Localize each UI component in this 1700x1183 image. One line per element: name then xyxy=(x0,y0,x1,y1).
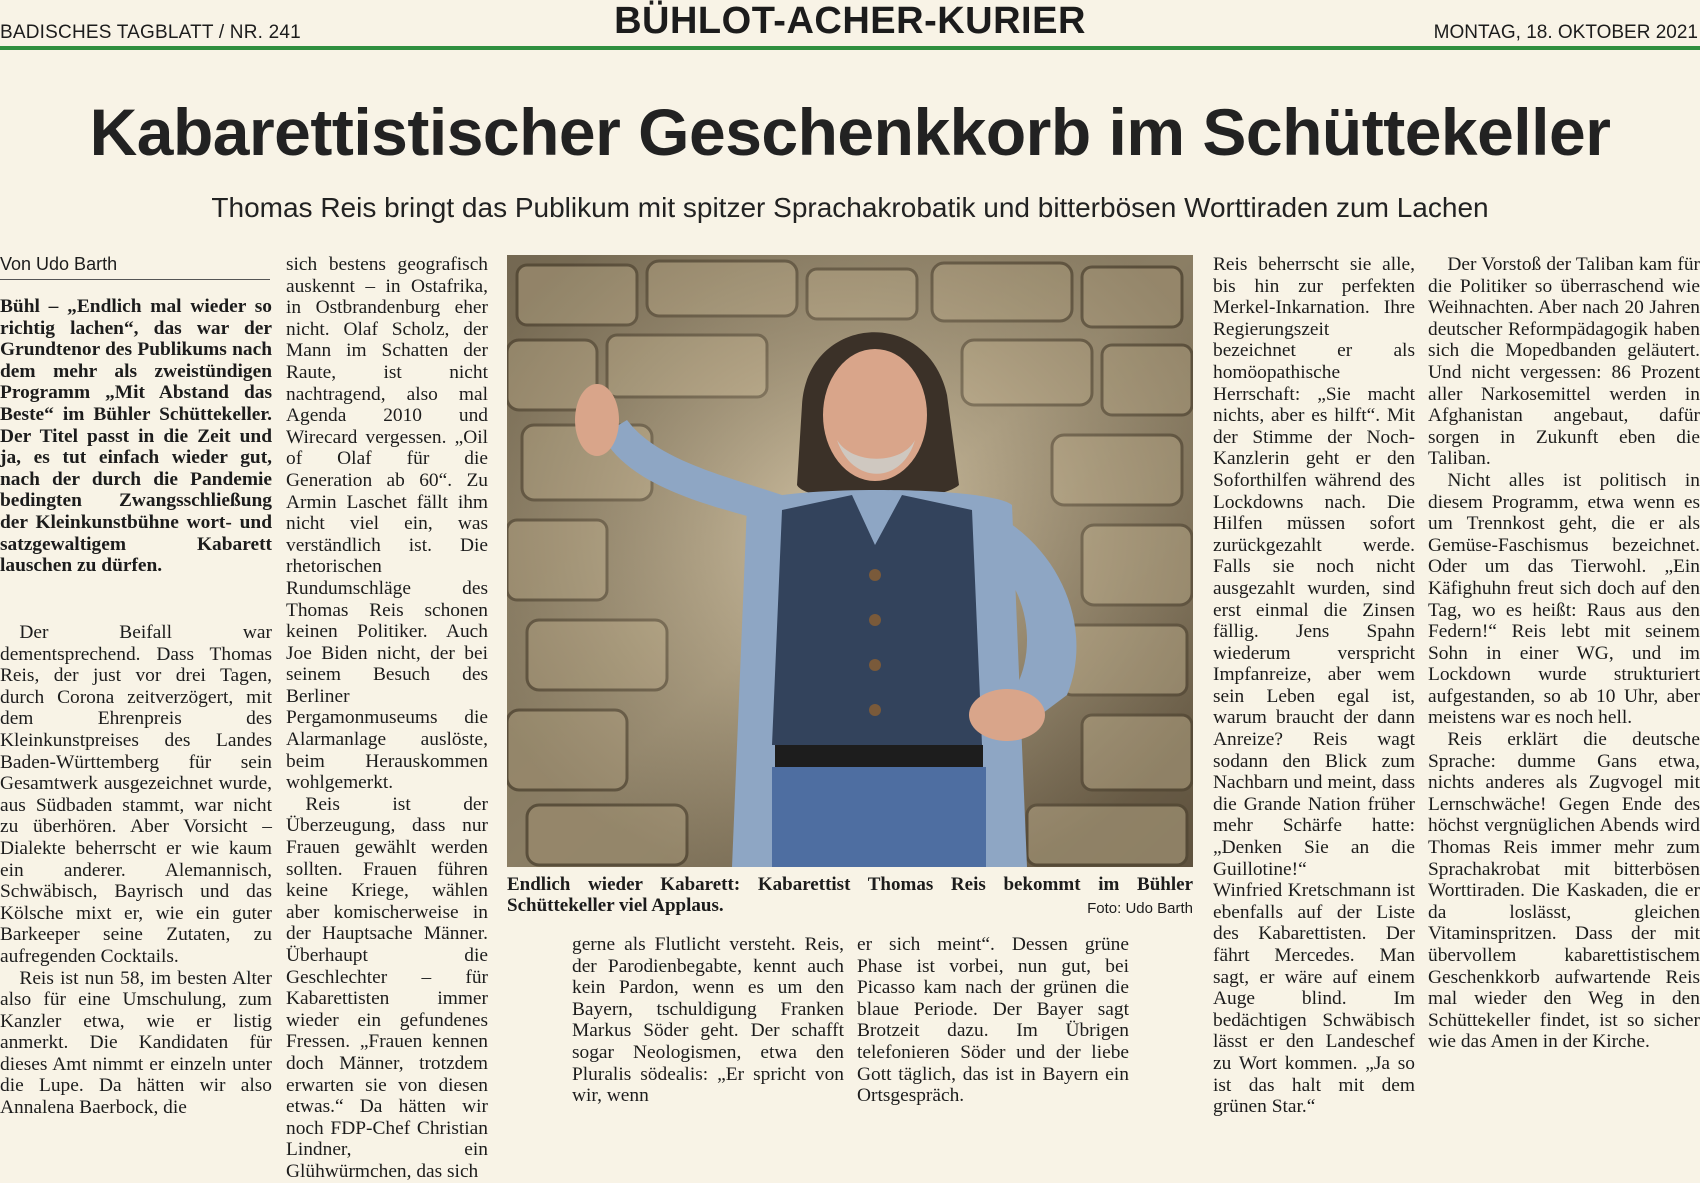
paragraph: gerne als Flutlicht versteht. Reis, der Parodienbegabte, kennt auch kein Pardon, wenn es um den Bayern, tschuldigung Franken Markus Söder geht. Der schafft sogar Neologismen, etwa den Pluralis södealis: „Er spricht von wir, wenn xyxy=(572,934,844,1107)
column-2 xyxy=(286,254,488,1183)
article-headline: Kabarettistischer Geschenkkorb im Schüttekeller xyxy=(89,95,1611,169)
photo-credit: Foto: Udo Barth xyxy=(1087,900,1193,917)
article-photo xyxy=(507,255,1193,867)
paragraph: Winfried Kretschmann ist ebenfalls auf der Liste des Kabarettisten. Der fährt Mercedes. Man sagt, er wäre auf einem Auge blind. Im bedächtigen Schwäbisch lässt er den Landeschef zu Wort kommen. „Ja so ist das halt mit dem grünen Star.“ xyxy=(1213,880,1415,1118)
paragraph: Der Vorstoß der Taliban kam für die Politiker so überraschend wie Weihnachten. Aber nach 20 Jahren deutscher Reformpädagogik haben sich die Mopedbanden geläutert. Und nicht vergessen: 86 Prozent aller Narkosemittel werden in Afghanistan angebaut, dafür sorgen in Zukunft eben die Taliban. xyxy=(1428,254,1700,470)
paragraph: Reis erklärt die deutsche Sprache: dumme Gans etwa, nichts anderes als Zugvogel mit Lernschwäche! Gegen Ende des höchst vergnüglichen Abends wird Thomas Reis immer mehr zum Sprachakrobat mit bitterbösen Worttiraden. Die Kaskaden, die er da loslässt, gleichen Vitaminspritzen. Dass der mit übervollem kabarettistischem Geschenkkorb aufwartende Reis mal wieder den Weg in den Schüttekeller findet, ist so sicher wie das Amen in der Kirche. xyxy=(1428,729,1700,1053)
newspaper-issue: BADISCHES TAGBLATT / NR. 241 xyxy=(0,22,301,43)
masthead-rule xyxy=(0,46,1700,50)
issue-date: MONTAG, 18. OKTOBER 2021 xyxy=(1433,22,1698,43)
paragraph: er sich meint“. Dessen grüne Phase ist vorbei, nun gut, bei Picasso kam nach der grünen die blaue Periode. Der Bayer sagt Brotzeit dazu. Im Übrigen telefonieren Söder und der liebe Gott täglich, das ist in Bayern ein Ortsgespräch. xyxy=(857,934,1129,1107)
paragraph: Der Beifall war dementsprechend. Dass Thomas Reis, der just vor drei Tagen, durch Corona zeitverzögert, mit dem Ehrenpreis des Kleinkunstpreises des Landes Baden-Württemberg für sein Gesamtwerk ausgezeichnet wurde, aus Südbaden stammt, war nicht zu überhören. Aber Vorsicht – Dialekte beherrscht er wie kaum ein anderer. Alemannisch, Schwäbisch, Bayrisch und das Kölsche mixt er, wie ein guter Barkeeper seine Zutaten, zu aufregenden Cocktails. xyxy=(0,622,272,967)
lead-paragraph: Bühl – „Endlich mal wieder so richtig lachen“, das war der Grundtenor des Publikums nach dem mehr als zweistündigen Programm „Mit Abstand das Beste“ im Bühler Schüttekeller. Der Titel passt in die Zeit und ja, es tut einfach wieder gut, nach der durch die Pandemie bedingten Zwangsschließung der Kleinkunstbühne wort- und satzgewaltigem Kabarett lauschen zu dürfen. xyxy=(0,296,272,577)
performer-on-stage-illustration xyxy=(507,255,1193,867)
column-5 xyxy=(1213,254,1415,1118)
column-1 xyxy=(0,622,272,1119)
paragraph: sich bestens geografisch auskennt – in Ostafrika, in Ostbrandenburg eher nicht. Olaf Scholz, der Mann im Schatten der Raute, ist nicht nachtragend, also mal Agenda 2010 und Wirecard vergessen. „Oil of Olaf für die Generation ab 60“. Zu Armin Laschet fällt ihm nicht viel ein, was verständlich ist. Die rhetorischen Rundumschläge des Thomas Reis schonen keinen Politiker. Auch Joe Biden nicht, der bei seinem Besuch des Berliner Pergamonmuseums die Alarmanlage auslöste, beim Herauskommen wohlgemerkt. xyxy=(286,254,488,794)
column-4 xyxy=(857,934,1129,1107)
paragraph: Reis ist nun 58, im besten Alter also für eine Umschulung, zum Kanzler etwa, wie er listig anmerkt. Die Kandidaten für dieses Amt nimmt er einzeln unter die Lupe. Da hätten wir also Annalena Baerbock, die xyxy=(0,967,272,1119)
paragraph: Reis beherrscht sie alle, bis hin zur perfekten Merkel-Inkarnation. Ihre Regierungszeit bezeichnet er als homöopathische Herrschaft: „Sie macht nichts, aber es hilft“. Mit der Stimme der Noch-Kanzlerin geht er den Soforthilfen während des Lockdowns nach. Die Hilfen müssen sofort zurückgezahlt werde. Falls sie noch nicht ausgezahlt wurden, sind erst einmal die Zinsen fällig. Jens Spahn wiederum verspricht Impfanreize, aber wem sein Leben egal ist, warum braucht der dann Anreize? Reis wagt sodann den Blick zum Nachbarn und meint, dass die Grande Nation früher mehr Schärfe hatte: „Denken Sie an die Guillotine!“ xyxy=(1213,254,1415,880)
masthead xyxy=(0,0,1700,50)
column-3 xyxy=(572,934,844,1107)
paragraph: Reis ist der Überzeugung, dass nur Frauen gewählt werden sollten. Frauen führen keine Kriege, wählen aber komischerweise in der Hauptsache Männer. Überhaupt die Geschlechter – für Kabarettisten immer wieder ein gefundenes Fressen. „Frauen kennen doch Männer, trotzdem erwarten sie von diesen etwas.“ Da hätten wir noch FDP-Chef Christian Lindner, ein Glühwürmchen, das sich xyxy=(286,793,488,1182)
article-subheadline: Thomas Reis bringt das Publikum mit spitzer Sprachakrobatik und bitterbösen Worttiraden zum Lachen xyxy=(211,192,1489,223)
section-title: BÜHLOT-ACHER-KURIER xyxy=(614,0,1086,42)
paragraph: Nicht alles ist politisch in diesem Programm, etwa wenn es um Trennkost geht, die er als Gemüse-Faschismus bezeichnet. Oder um das Tierwohl. „Ein Käfighuhn freut sich doch auf den Tag, wo es heißt: Raus aus den Federn!“ Reis lebt mit seinem Sohn in einer WG, und im Lockdown wurde strukturiert aufgestanden, so ab 10 Uhr, aber meistens war es noch hell. xyxy=(1428,469,1700,729)
column-6 xyxy=(1428,254,1700,1053)
photo-caption: Endlich wieder Kabarett: Kabarettist Thomas Reis bekommt im Bühler Schüttekeller viel Applaus. xyxy=(507,874,1193,916)
byline: Von Udo Barth xyxy=(0,254,270,280)
